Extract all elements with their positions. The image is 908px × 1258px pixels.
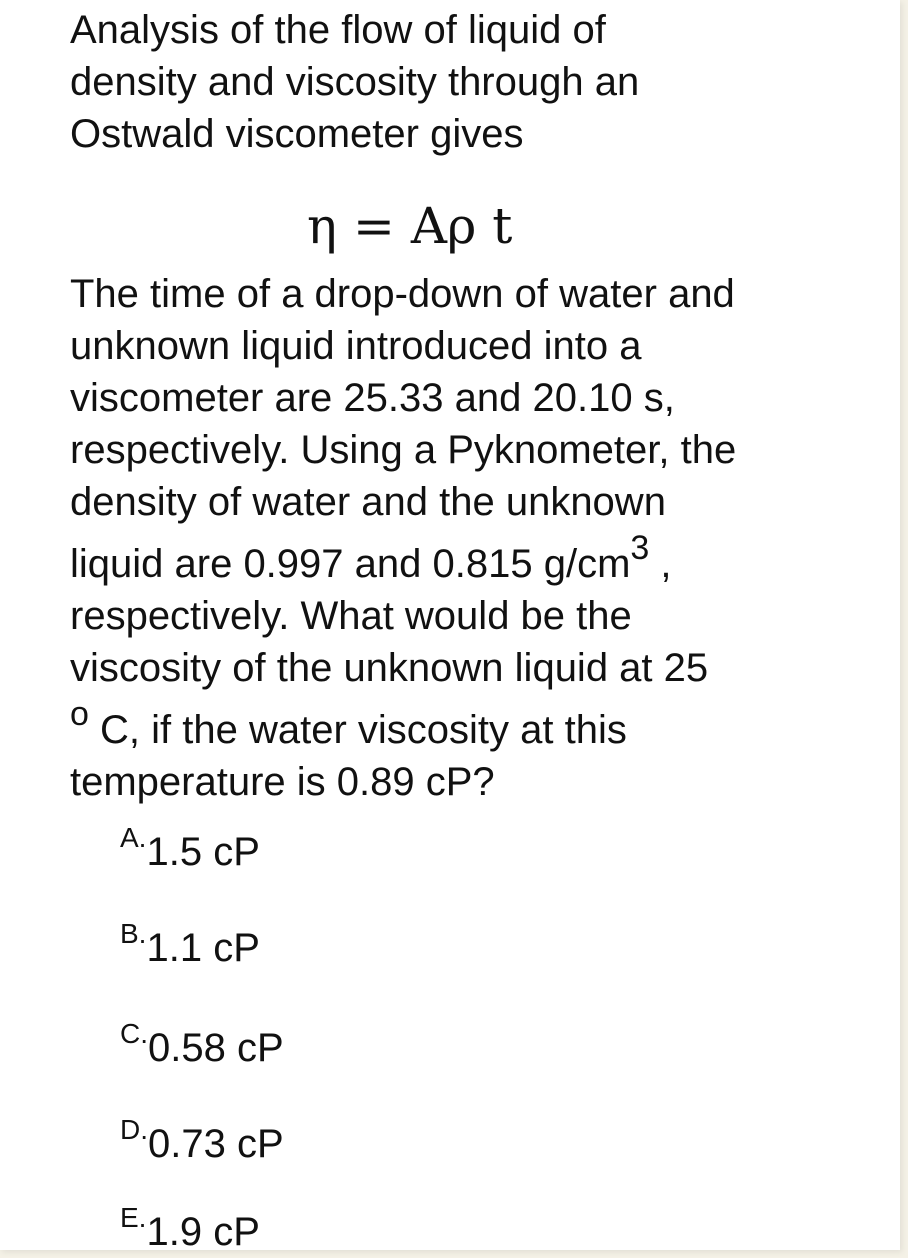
option-letter: B. — [120, 918, 147, 949]
body-line: The time of a drop-down of water and — [70, 272, 735, 316]
option-e[interactable] — [120, 1200, 260, 1255]
question-body — [70, 268, 890, 808]
intro-line: Analysis of the flow of liquid of — [70, 8, 606, 52]
body-line: unknown liquid introduced into a — [70, 324, 642, 368]
question-intro — [70, 4, 870, 160]
option-value: 1.5 cP — [146, 830, 260, 874]
intro-line: Ostwald viscometer gives — [70, 112, 524, 156]
temperature-text: C, if the water viscosity at this — [88, 708, 627, 752]
option-value: 0.73 cP — [148, 1122, 284, 1166]
option-value: 1.1 cP — [146, 926, 260, 970]
equation-lhs: η — [307, 197, 337, 255]
body-line-temperature — [70, 694, 890, 756]
option-value: 1.9 cP — [146, 1210, 260, 1254]
option-letter: E. — [120, 1202, 147, 1233]
option-c[interactable] — [120, 1016, 284, 1071]
option-letter: D. — [120, 1114, 148, 1145]
body-line: viscometer are 25.33 and 20.10 s, — [70, 376, 675, 420]
cubed-superscript: 3 — [630, 528, 650, 567]
option-a[interactable] — [120, 820, 260, 875]
degree-superscript: o — [70, 694, 89, 733]
density-text: liquid are 0.997 and 0.815 g/cm — [70, 542, 631, 586]
body-line: respectively. Using a Pyknometer, the — [70, 428, 737, 472]
option-b[interactable] — [120, 916, 260, 971]
equation-rhs: Aρ t — [410, 197, 513, 255]
viscosity-equation — [307, 196, 512, 256]
option-letter: A. — [120, 822, 147, 853]
density-comma: , — [649, 542, 672, 586]
option-value: 0.58 cP — [148, 1026, 284, 1070]
body-line-density — [70, 528, 890, 590]
body-line: density of water and the unknown — [70, 480, 666, 524]
body-line: respectively. What would be the — [70, 594, 632, 638]
intro-line: density and viscosity through an — [70, 60, 640, 104]
equation-equals: = — [352, 197, 395, 255]
option-d[interactable] — [120, 1112, 284, 1167]
body-line: temperature is 0.89 cP? — [70, 760, 495, 804]
body-line: viscosity of the unknown liquid at 25 — [70, 646, 709, 690]
option-letter: C. — [120, 1018, 148, 1049]
